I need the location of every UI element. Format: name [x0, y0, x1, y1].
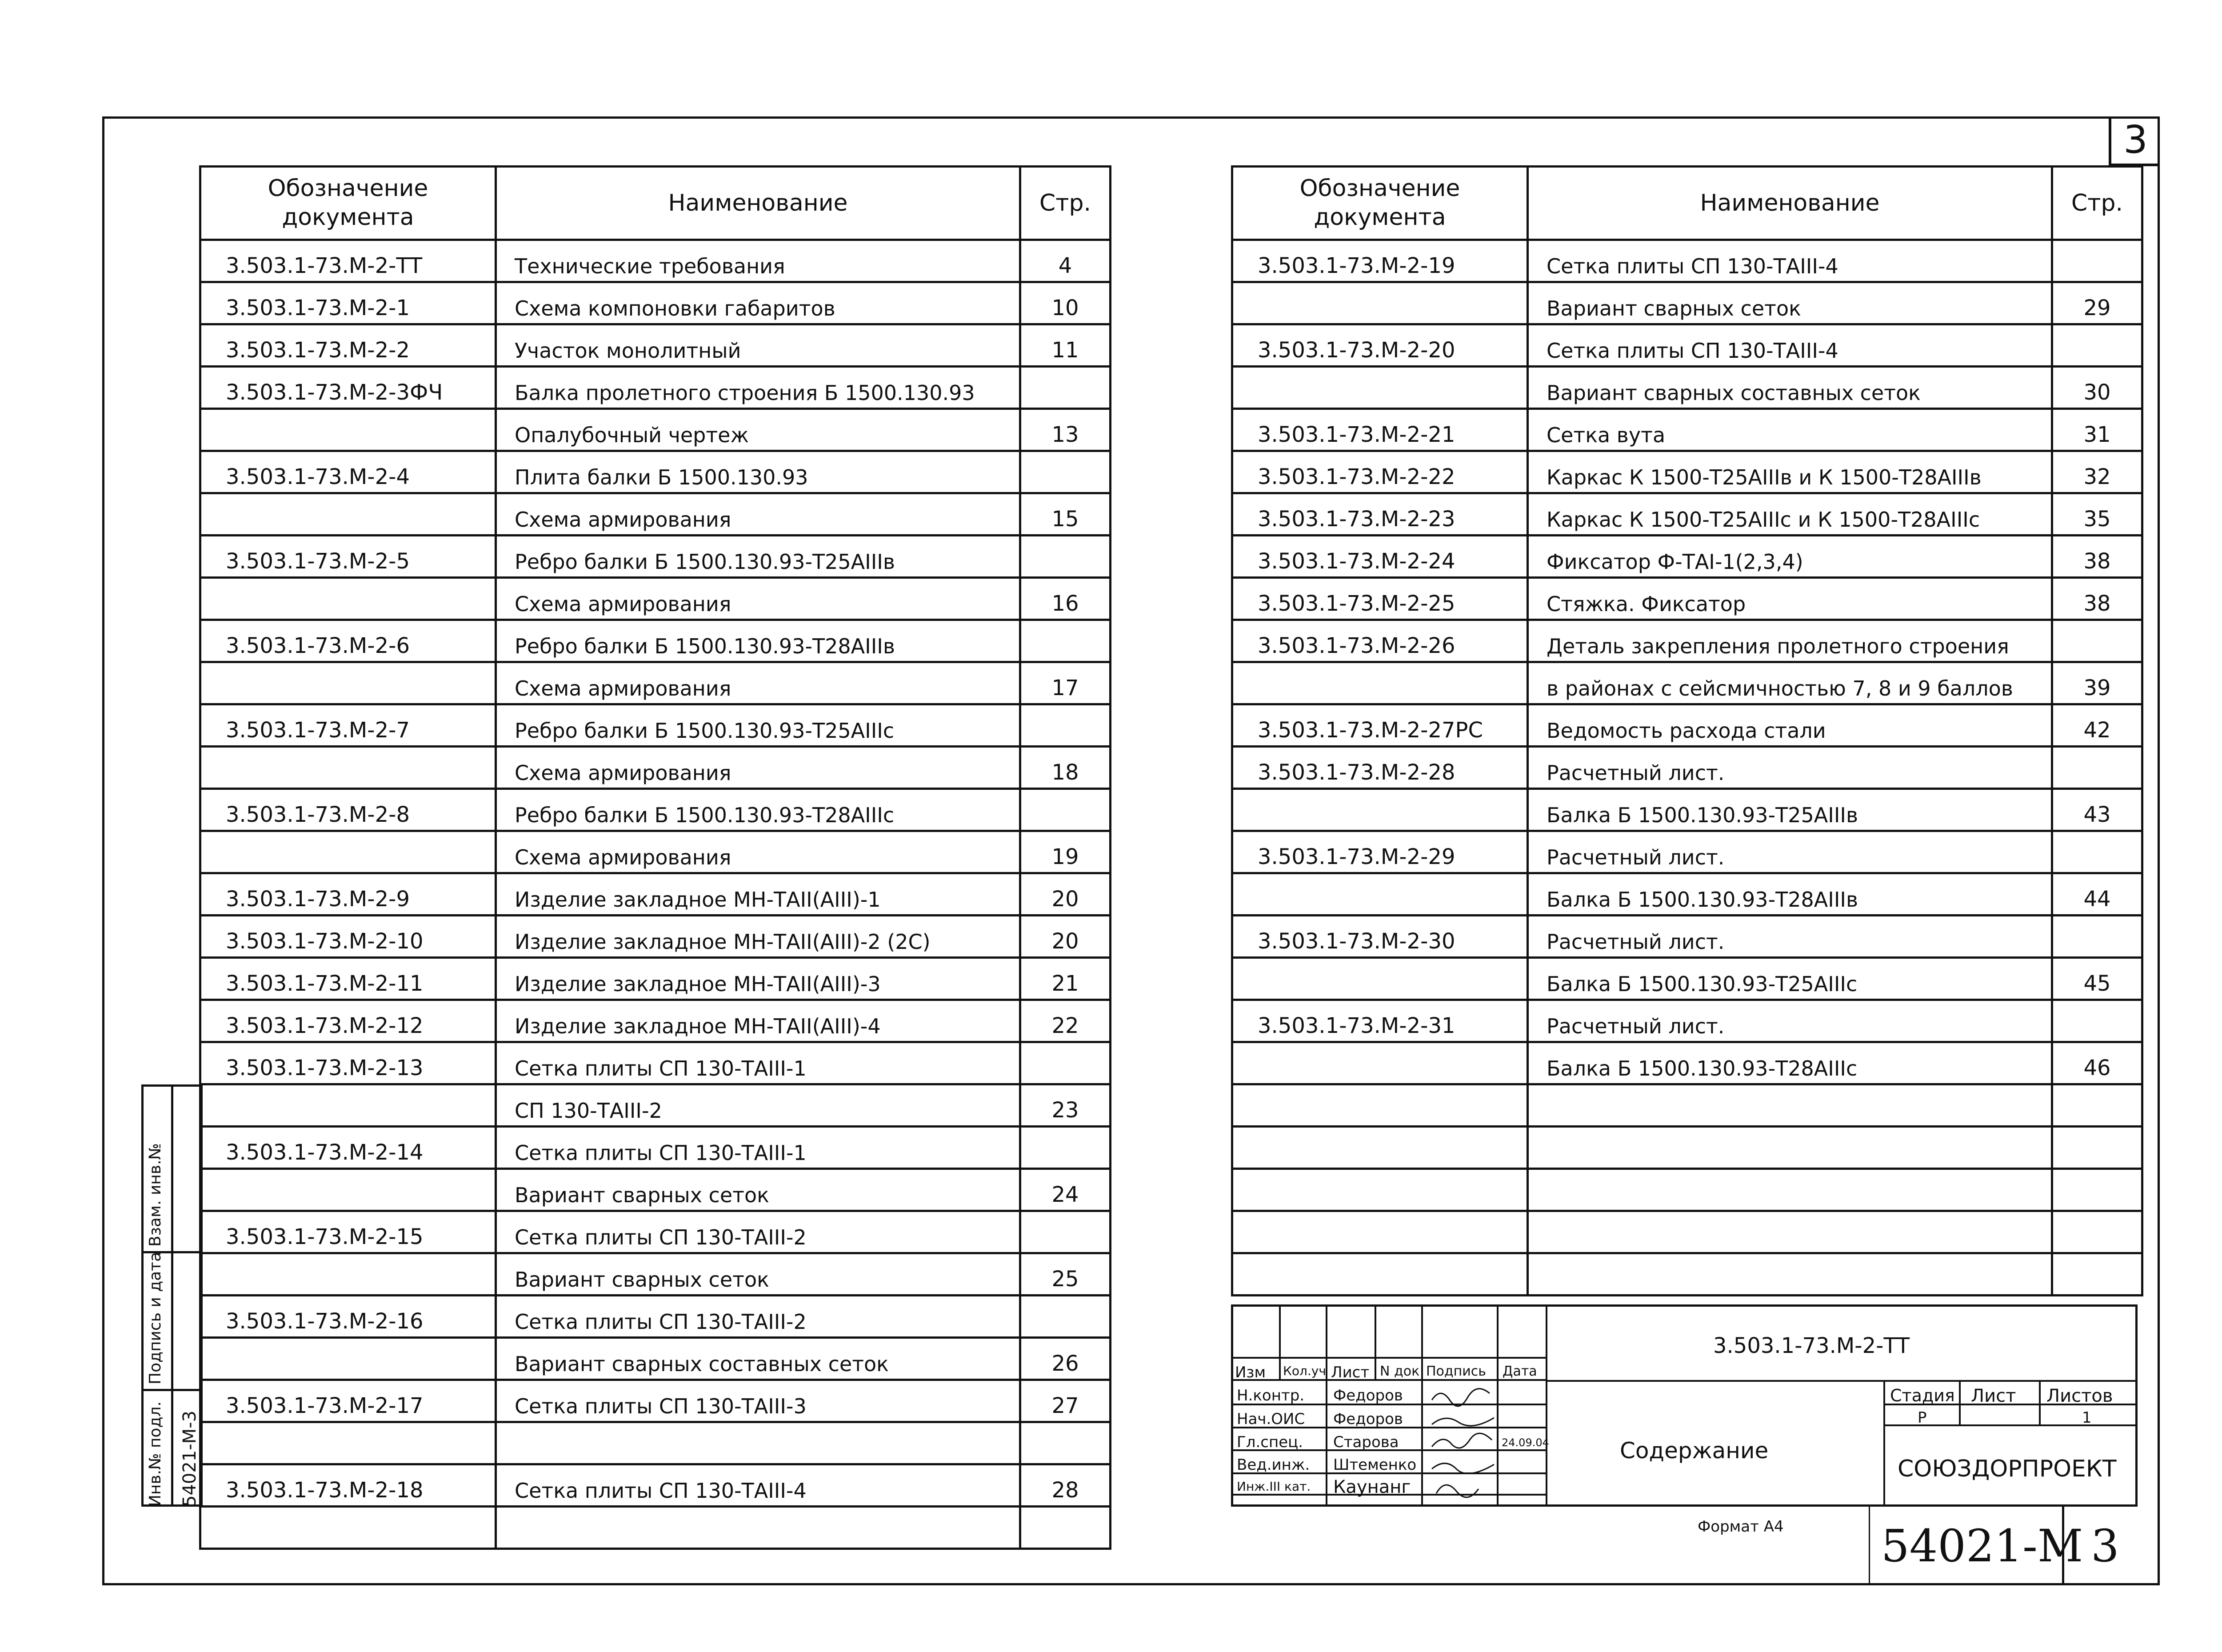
name-cell: Участок монолитный — [496, 324, 1020, 367]
table-row — [1232, 1084, 2142, 1127]
name-cell: Расчетный лист. — [1528, 916, 2052, 958]
name-cell: Изделие закладное МН-ТАII(АIII)-4 — [496, 1000, 1020, 1042]
page-cell: 17 — [1020, 662, 1111, 704]
name-cell: Вариант сварных сеток — [496, 1253, 1020, 1296]
page-cell — [1020, 451, 1111, 493]
designation-cell: 3.503.1-73.М-2-12 — [200, 1000, 496, 1042]
name-cell: Деталь закрепления пролетного строения — [1528, 620, 2052, 662]
table-row — [200, 578, 1111, 620]
table-row — [200, 1211, 1111, 1253]
designation-cell: 3.503.1-73.М-2-24 — [1232, 536, 1528, 578]
archive-box — [1869, 1507, 2160, 1585]
role-vedinzh: Вед.инж. — [1237, 1456, 1310, 1474]
table-row — [1232, 620, 2142, 662]
page-cell — [2052, 1084, 2142, 1127]
table-row — [1232, 1169, 2142, 1211]
name-cell: Балка Б 1500.130.93-Т25АIIIс — [1528, 958, 2052, 1000]
name-cell: Сетка плиты СП 130-ТАIII-4 — [496, 1464, 1020, 1507]
designation-cell: 3.503.1-73.М-2-2 — [200, 324, 496, 367]
designation-cell — [1232, 282, 1528, 324]
page-cell: 39 — [2052, 662, 2142, 704]
page-cell — [1020, 1211, 1111, 1253]
page-cell: 44 — [2052, 873, 2142, 916]
designation-cell — [1232, 873, 1528, 916]
designation-cell: 3.503.1-73.М-2-20 — [1232, 324, 1528, 367]
designation-cell — [200, 1338, 496, 1380]
name-cell: Балка Б 1500.130.93-Т25АIIIв — [1528, 789, 2052, 831]
name-cell: Схема армирования — [496, 831, 1020, 873]
table-row — [200, 1169, 1111, 1211]
table-row — [1232, 1127, 2142, 1169]
name-cell: Сетка плиты СП 130-ТАIII-4 — [1528, 240, 2052, 282]
header-designation: Обозначение документа — [200, 167, 496, 240]
page-cell: 30 — [2052, 367, 2142, 409]
header-name: Наименование — [1528, 167, 2052, 240]
organization: СОЮЗДОРПРОЕКТ — [1898, 1456, 2117, 1482]
col-podpis: Подпись — [1426, 1364, 1486, 1379]
designation-cell: 3.503.1-73.М-2-13 — [200, 1042, 496, 1084]
register-table-left — [199, 165, 1111, 1550]
table-row — [1232, 958, 2142, 1000]
designation-cell: 3.503.1-73.М-2-21 — [1232, 409, 1528, 451]
page-cell — [2052, 1000, 2142, 1042]
table-row — [1232, 704, 2142, 747]
page-cell — [2052, 916, 2142, 958]
name-cell: Сетка плиты СП 130-ТАIII-3 — [496, 1380, 1020, 1422]
person-vedinzh: Штеменко — [1333, 1456, 1417, 1474]
table-row — [200, 240, 1111, 282]
name-cell: Балка пролетного строения Б 1500.130.93 — [496, 367, 1020, 409]
page-cell: 31 — [2052, 409, 2142, 451]
designation-cell: 3.503.1-73.М-2-10 — [200, 916, 496, 958]
name-cell: Расчетный лист. — [1528, 1000, 2052, 1042]
designation-cell: 3.503.1-73.М-2-5 — [200, 536, 496, 578]
designation-cell — [1232, 367, 1528, 409]
designation-cell: 3.503.1-73.М-2-26 — [1232, 620, 1528, 662]
designation-cell — [1232, 1084, 1528, 1127]
name-cell: Вариант сварных сеток — [1528, 282, 2052, 324]
name-cell: Плита балки Б 1500.130.93 — [496, 451, 1020, 493]
table-row — [1232, 1211, 2142, 1253]
table-row — [200, 1507, 1111, 1549]
page-cell — [1020, 1127, 1111, 1169]
table-row — [200, 916, 1111, 958]
name-cell: Расчетный лист. — [1528, 831, 2052, 873]
table-row — [200, 367, 1111, 409]
name-cell: Ведомость расхода стали — [1528, 704, 2052, 747]
page-cell: 22 — [1020, 1000, 1111, 1042]
page-cell: 24 — [1020, 1169, 1111, 1211]
table-row — [1232, 409, 2142, 451]
table-row — [200, 831, 1111, 873]
page-cell — [2052, 1211, 2142, 1253]
name-cell — [496, 1507, 1020, 1549]
name-cell: Схема компоновки габаритов — [496, 282, 1020, 324]
name-cell: в районах с сейсмичностью 7, 8 и 9 баллов — [1528, 662, 2052, 704]
name-cell: Каркас К 1500-Т25АIIIс и К 1500-Т28АIIIс — [1528, 493, 2052, 536]
designation-cell: 3.503.1-73.М-2-9 — [200, 873, 496, 916]
name-cell — [1528, 1169, 2052, 1211]
name-cell: СП 130-ТАIII-2 — [496, 1084, 1020, 1127]
designation-cell: 3.503.1-73.М-2-16 — [200, 1296, 496, 1338]
table-row — [200, 451, 1111, 493]
page-cell: 27 — [1020, 1380, 1111, 1422]
table-row — [1232, 240, 2142, 282]
page-cell: 19 — [1020, 831, 1111, 873]
strip-label-column — [144, 1087, 173, 1507]
page-cell — [2052, 620, 2142, 662]
table-row — [200, 789, 1111, 831]
inv-podl-label: Инв.№ подл. — [146, 1401, 164, 1507]
page-cell: 21 — [1020, 958, 1111, 1000]
table-row — [200, 1380, 1111, 1422]
page-cell — [2052, 324, 2142, 367]
designation-cell — [200, 493, 496, 536]
page-cell: 45 — [2052, 958, 2142, 1000]
inv-podl-value: 54021-М-3 — [179, 1410, 200, 1507]
designation-cell: 3.503.1-73.М-2-23 — [1232, 493, 1528, 536]
page-cell — [1020, 1422, 1111, 1464]
page-cell — [1020, 367, 1111, 409]
page-cell — [1020, 1296, 1111, 1338]
designation-cell — [200, 409, 496, 451]
person-glspec: Старова — [1333, 1433, 1399, 1451]
designation-cell: 3.503.1-73.М-2-19 — [1232, 240, 1528, 282]
name-cell: Сетка плиты СП 130-ТАIII-2 — [496, 1211, 1020, 1253]
name-cell: Сетка плиты СП 130-ТАIII-1 — [496, 1127, 1020, 1169]
col-ndok: N док — [1380, 1364, 1420, 1379]
name-cell: Балка Б 1500.130.93-Т28АIIIс — [1528, 1042, 2052, 1084]
name-cell: Стяжка. Фиксатор — [1528, 578, 2052, 620]
designation-cell — [200, 578, 496, 620]
sheet-number-box — [2109, 116, 2160, 166]
page-cell: 46 — [2052, 1042, 2142, 1084]
designation-cell — [200, 1084, 496, 1127]
designation-cell: 3.503.1-73.М-2-8 — [200, 789, 496, 831]
col-izm: Изм — [1235, 1364, 1266, 1381]
table-row — [200, 747, 1111, 789]
table-row — [1232, 367, 2142, 409]
role-nkontr: Н.контр. — [1237, 1387, 1305, 1404]
table-row — [1232, 747, 2142, 789]
name-cell: Сетка плиты СП 130-ТАIII-1 — [496, 1042, 1020, 1084]
table-row — [200, 1422, 1111, 1464]
table-row — [200, 958, 1111, 1000]
table-row — [1232, 789, 2142, 831]
designation-cell: 3.503.1-73.М-2-1 — [200, 282, 496, 324]
page-cell — [1020, 1042, 1111, 1084]
designation-cell: 3.503.1-73.М-2-28 — [1232, 747, 1528, 789]
name-cell: Сетка плиты СП 130-ТАIII-2 — [496, 1296, 1020, 1338]
name-cell — [1528, 1084, 2052, 1127]
table-row — [1232, 493, 2142, 536]
page-cell: 38 — [2052, 578, 2142, 620]
designation-cell: 3.503.1-73.М-2-22 — [1232, 451, 1528, 493]
designation-cell — [1232, 1169, 1528, 1211]
person-inzh: Каунанг — [1333, 1477, 1411, 1497]
designation-cell: 3.503.1-73.М-2-11 — [200, 958, 496, 1000]
designation-cell — [200, 831, 496, 873]
page-cell — [2052, 1169, 2142, 1211]
page-cell: 16 — [1020, 578, 1111, 620]
name-cell: Изделие закладное МН-ТАII(АIII)-2 (2С) — [496, 916, 1020, 958]
page-cell — [1020, 620, 1111, 662]
table-row — [200, 1253, 1111, 1296]
stage-value: Р — [1918, 1409, 1927, 1427]
header-designation: Обозначение документа — [1232, 167, 1528, 240]
title-block — [1231, 1304, 2138, 1507]
name-cell: Схема армирования — [496, 493, 1020, 536]
sheet-number: 3 — [2123, 118, 2148, 162]
name-cell — [1528, 1211, 2052, 1253]
signatures — [1425, 1382, 1501, 1516]
person-nkontr: Федоров — [1333, 1387, 1403, 1404]
designation-cell — [1232, 958, 1528, 1000]
designation-cell — [1232, 1042, 1528, 1084]
name-cell: Схема армирования — [496, 578, 1020, 620]
podpis-label: Подпись и дата — [146, 1252, 164, 1384]
page-cell: 11 — [1020, 324, 1111, 367]
page-cell: 26 — [1020, 1338, 1111, 1380]
page-cell — [1020, 704, 1111, 747]
page-cell: 38 — [2052, 536, 2142, 578]
register-table-right — [1231, 165, 2143, 1296]
page-cell — [2052, 831, 2142, 873]
page-cell — [1020, 536, 1111, 578]
table-row — [200, 493, 1111, 536]
table-row — [200, 1296, 1111, 1338]
designation-cell — [1232, 1127, 1528, 1169]
table-row — [1232, 916, 2142, 958]
approval-strip — [141, 1084, 203, 1507]
designation-cell — [200, 747, 496, 789]
table-row — [200, 409, 1111, 451]
designation-cell — [1232, 662, 1528, 704]
table-row — [1232, 282, 2142, 324]
name-cell: Ребро балки Б 1500.130.93-Т25АIIIв — [496, 536, 1020, 578]
format-label: Формат А4 — [1698, 1518, 1784, 1536]
page-cell: 23 — [1020, 1084, 1111, 1127]
designation-cell: 3.503.1-73.М-2-6 — [200, 620, 496, 662]
table-row — [200, 1338, 1111, 1380]
table-row — [200, 282, 1111, 324]
page-cell: 15 — [1020, 493, 1111, 536]
designation-cell: 3.503.1-73.М-2-17 — [200, 1380, 496, 1422]
page-cell: 20 — [1020, 916, 1111, 958]
designation-cell — [1232, 1211, 1528, 1253]
designation-cell — [200, 1169, 496, 1211]
role-glspec: Гл.спец. — [1237, 1433, 1303, 1451]
sheet-label: Лист — [1971, 1386, 2016, 1406]
name-cell: Вариант сварных составных сеток — [496, 1338, 1020, 1380]
table-row — [200, 1127, 1111, 1169]
header-name: Наименование — [496, 167, 1020, 240]
table-row — [200, 873, 1111, 916]
page-cell — [2052, 1127, 2142, 1169]
archive-number: 54021-М — [1881, 1520, 2083, 1572]
table-row — [200, 1042, 1111, 1084]
table-row — [1232, 662, 2142, 704]
table-row — [200, 324, 1111, 367]
page-cell: 25 — [1020, 1253, 1111, 1296]
page-cell: 13 — [1020, 409, 1111, 451]
designation-cell — [1232, 1253, 1528, 1296]
name-cell: Вариант сварных сеток — [496, 1169, 1020, 1211]
header-page: Стр. — [2052, 167, 2142, 240]
role-inzh: Инж.III кат. — [1237, 1479, 1311, 1494]
table-row — [200, 1000, 1111, 1042]
designation-cell — [200, 662, 496, 704]
designation-cell: 3.503.1-73.М-2-7 — [200, 704, 496, 747]
doc-title: Содержание — [1620, 1438, 1769, 1464]
designation-cell: 3.503.1-73.М-2-25 — [1232, 578, 1528, 620]
table-row — [1232, 1042, 2142, 1084]
table-row — [200, 1084, 1111, 1127]
page-cell: 43 — [2052, 789, 2142, 831]
name-cell: Вариант сварных составных сеток — [1528, 367, 2052, 409]
name-cell: Ребро балки Б 1500.130.93-Т25АIIIс — [496, 704, 1020, 747]
table-row — [1232, 1000, 2142, 1042]
name-cell: Фиксатор Ф-ТАI-1(2,3,4) — [1528, 536, 2052, 578]
table-row — [200, 662, 1111, 704]
vzam-label: Взам. инв.№ — [146, 1143, 164, 1247]
designation-cell — [1232, 789, 1528, 831]
name-cell: Технические требования — [496, 240, 1020, 282]
designation-cell — [200, 1422, 496, 1464]
name-cell — [1528, 1253, 2052, 1296]
col-koluch: Кол.уч — [1283, 1364, 1326, 1378]
page-cell: 4 — [1020, 240, 1111, 282]
name-cell — [1528, 1127, 2052, 1169]
stage-label: Стадия — [1890, 1386, 1955, 1405]
name-cell: Ребро балки Б 1500.130.93-Т28АIIIс — [496, 789, 1020, 831]
table-row — [200, 704, 1111, 747]
table-row — [200, 620, 1111, 662]
page-cell — [2052, 1253, 2142, 1296]
name-cell: Каркас К 1500-Т25АIIIв и К 1500-Т28АIIIв — [1528, 451, 2052, 493]
page-cell: 35 — [2052, 493, 2142, 536]
col-list: Лист — [1331, 1364, 1370, 1381]
designation-cell: 3.503.1-73.М-2-14 — [200, 1127, 496, 1169]
name-cell: Сетка вута — [1528, 409, 2052, 451]
page-cell: 28 — [1020, 1464, 1111, 1507]
name-cell: Балка Б 1500.130.93-Т28АIIIв — [1528, 873, 2052, 916]
name-cell: Опалубочный чертеж — [496, 409, 1020, 451]
sheets-value: 1 — [2082, 1409, 2092, 1427]
page-cell: 32 — [2052, 451, 2142, 493]
designation-cell — [200, 1253, 496, 1296]
table-row — [1232, 536, 2142, 578]
page-cell: 10 — [1020, 282, 1111, 324]
designation-cell: 3.503.1-73.М-2-15 — [200, 1211, 496, 1253]
name-cell: Изделие закладное МН-ТАII(АIII)-1 — [496, 873, 1020, 916]
table-row — [1232, 578, 2142, 620]
strip-value-column — [173, 1087, 201, 1507]
table-row — [1232, 831, 2142, 873]
page-cell — [1020, 789, 1111, 831]
table-row — [1232, 1253, 2142, 1296]
designation-cell: 3.503.1-73.М-2-27РС — [1232, 704, 1528, 747]
designation-cell: 3.503.1-73.М-2-29 — [1232, 831, 1528, 873]
table-row — [1232, 873, 2142, 916]
table-row — [200, 1464, 1111, 1507]
name-cell: Схема армирования — [496, 662, 1020, 704]
table-row — [200, 536, 1111, 578]
person-nachois: Федоров — [1333, 1410, 1403, 1428]
name-cell: Сетка плиты СП 130-ТАIII-4 — [1528, 324, 2052, 367]
role-nachois: Нач.ОИС — [1237, 1410, 1305, 1428]
designation-cell — [200, 1507, 496, 1549]
page-cell — [2052, 747, 2142, 789]
page-cell: 20 — [1020, 873, 1111, 916]
table-row — [1232, 451, 2142, 493]
designation-cell: 3.503.1-73.М-2-18 — [200, 1464, 496, 1507]
designation-cell: 3.503.1-73.М-2-4 — [200, 451, 496, 493]
archive-sheet: 3 — [2091, 1520, 2119, 1572]
page-cell: 42 — [2052, 704, 2142, 747]
designation-cell: 3.503.1-73.М-2-30 — [1232, 916, 1528, 958]
page-cell — [2052, 240, 2142, 282]
page-cell: 29 — [2052, 282, 2142, 324]
sheets-label: Листов — [2046, 1386, 2113, 1406]
name-cell — [496, 1422, 1020, 1464]
page-cell — [1020, 1507, 1111, 1549]
doc-code: 3.503.1-73.М-2-ТТ — [1713, 1333, 1910, 1358]
name-cell: Схема армирования — [496, 747, 1020, 789]
header-page: Стр. — [1020, 167, 1111, 240]
col-data: Дата — [1503, 1364, 1537, 1379]
designation-cell: 3.503.1-73.М-2-ТТ — [200, 240, 496, 282]
page-cell: 18 — [1020, 747, 1111, 789]
table-row — [1232, 324, 2142, 367]
name-cell: Изделие закладное МН-ТАII(АIII)-3 — [496, 958, 1020, 1000]
sign-date: 24.09.04 — [1502, 1436, 1549, 1449]
designation-cell: 3.503.1-73.М-2-31 — [1232, 1000, 1528, 1042]
name-cell: Расчетный лист. — [1528, 747, 2052, 789]
name-cell: Ребро балки Б 1500.130.93-Т28АIIIв — [496, 620, 1020, 662]
designation-cell: 3.503.1-73.М-2-3ФЧ — [200, 367, 496, 409]
